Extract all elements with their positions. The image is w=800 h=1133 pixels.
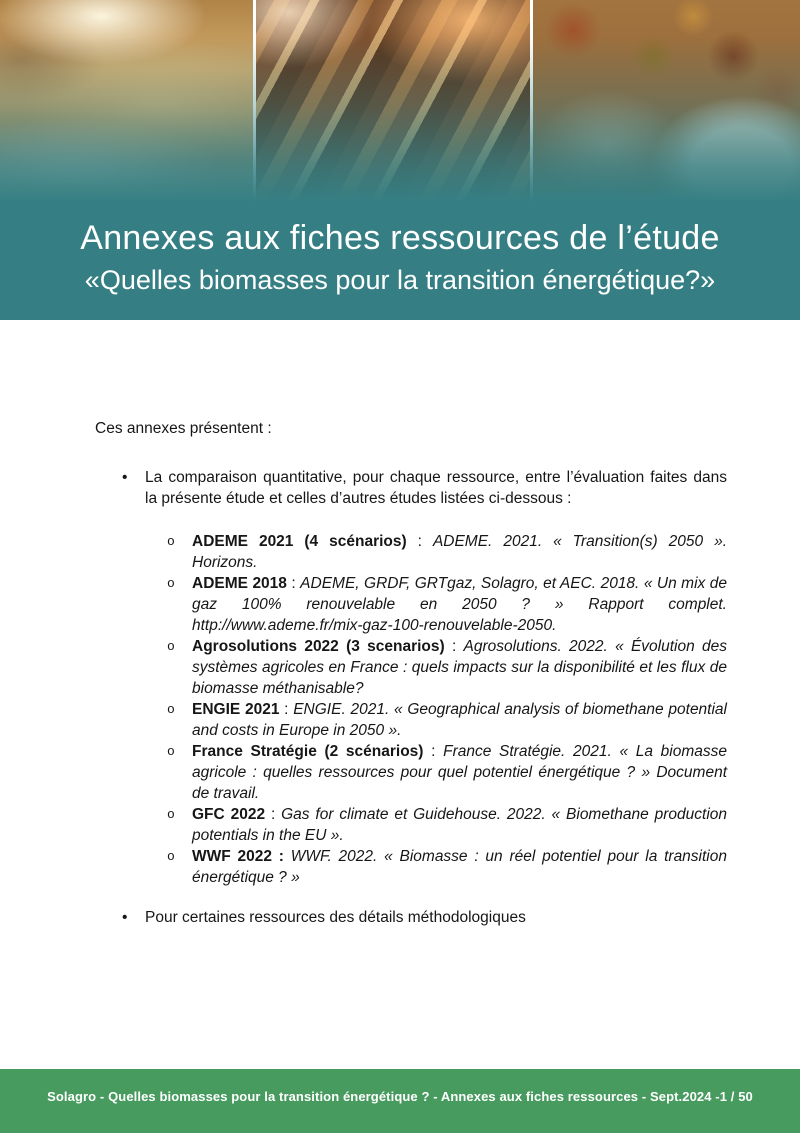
list-item-ademe-2021 bbox=[95, 531, 727, 573]
bullet-comparison bbox=[95, 467, 727, 509]
study-citation: Agrosolutions. 2022. « Évolution des systèmes agricoles en France : quels impacts sur la disponibilité et les flux de biomasse méthanisable? bbox=[192, 638, 727, 697]
page-title: Annexes aux fiches ressources de l’étude bbox=[80, 219, 720, 257]
list-item-france-strategie bbox=[95, 741, 727, 804]
sub-bullet-marker: o bbox=[167, 534, 175, 549]
studies-list bbox=[95, 531, 727, 888]
study-label: ADEME 2018 bbox=[192, 575, 287, 592]
study-citation: Gas for climate et Guidehouse. 2022. « Biomethane production potentials in the EU ». bbox=[192, 806, 728, 844]
study-label: GFC 2022 bbox=[192, 806, 266, 823]
study-label: ENGIE 2021 bbox=[192, 701, 280, 718]
study-citation: France Stratégie. 2021. « La biomasse agricole : quelles ressources pour quel potentiel énergétique ? » Document de travail. bbox=[192, 743, 727, 802]
study-separator: : bbox=[423, 743, 444, 760]
body-content bbox=[95, 418, 727, 928]
study-separator: : bbox=[444, 638, 464, 655]
sub-bullet-marker: o bbox=[167, 849, 175, 864]
list-item-gfc-2022 bbox=[95, 804, 727, 846]
bullet-comparison-text: La comparaison quantitative, pour chaque ressource, entre l’évaluation faites dans la présente étude et celles d’autres études listées ci-dessous : bbox=[145, 469, 727, 507]
sub-bullet-marker: o bbox=[167, 744, 175, 759]
list-item-agrosolutions-2022 bbox=[95, 636, 727, 699]
study-label: WWF 2022 : bbox=[192, 848, 284, 865]
bullet-marker: • bbox=[122, 469, 128, 486]
page-footer bbox=[0, 1069, 800, 1133]
intro-paragraph: Ces annexes présentent : bbox=[95, 420, 272, 437]
study-label: Agrosolutions 2022 (3 scenarios) bbox=[192, 638, 445, 655]
list-item-ademe-2018 bbox=[95, 573, 727, 636]
list-item-engie-2021 bbox=[95, 699, 727, 741]
sub-bullet-marker: o bbox=[167, 702, 175, 717]
title-banner bbox=[0, 202, 800, 320]
study-separator bbox=[284, 848, 291, 865]
study-citation: ENGIE. 2021. « Geographical analysis of biomethane potential and costs in Europe in 2050 ». bbox=[192, 701, 727, 739]
bullet-details bbox=[95, 907, 727, 928]
study-separator: : bbox=[406, 533, 433, 550]
bullet-details-text: Pour certaines ressources des détails méthodologiques bbox=[145, 909, 526, 926]
sub-bullet-marker: o bbox=[167, 576, 175, 591]
study-label: ADEME 2021 (4 scénarios) bbox=[192, 533, 407, 550]
header-photo-strip bbox=[0, 0, 800, 202]
sub-bullet-marker: o bbox=[167, 639, 175, 654]
page-subtitle: «Quelles biomasses pour la transition énergétique?» bbox=[84, 265, 716, 295]
study-separator: : bbox=[265, 806, 282, 823]
bullet-marker: • bbox=[122, 909, 128, 926]
study-separator: : bbox=[279, 701, 294, 718]
study-citation: ADEME, GRDF, GRTgaz, Solagro, et AEC. 2018. « Un mix de gaz 100% renouvelable en 2050 ? » Rapport complet. http://www.ademe.fr/mix-gaz-100-renouvelable-2050. bbox=[192, 575, 727, 634]
teal-gradient-overlay bbox=[0, 0, 800, 202]
study-label: France Stratégie (2 scénarios) bbox=[192, 743, 424, 760]
list-item-wwf-2022 bbox=[95, 846, 727, 888]
study-citation: ADEME. 2021. « Transition(s) 2050 ». Horizons. bbox=[192, 533, 727, 571]
study-separator: : bbox=[286, 575, 301, 592]
footer-text: Solagro - Quelles biomasses pour la transition énergétique ? - Annexes aux fiches ressources - Sept.2024 -1 / 50 bbox=[47, 1089, 753, 1104]
study-citation: WWF. 2022. « Biomasse : un réel potentiel pour la transition énergétique ? » bbox=[192, 848, 727, 886]
sub-bullet-marker: o bbox=[167, 807, 175, 822]
